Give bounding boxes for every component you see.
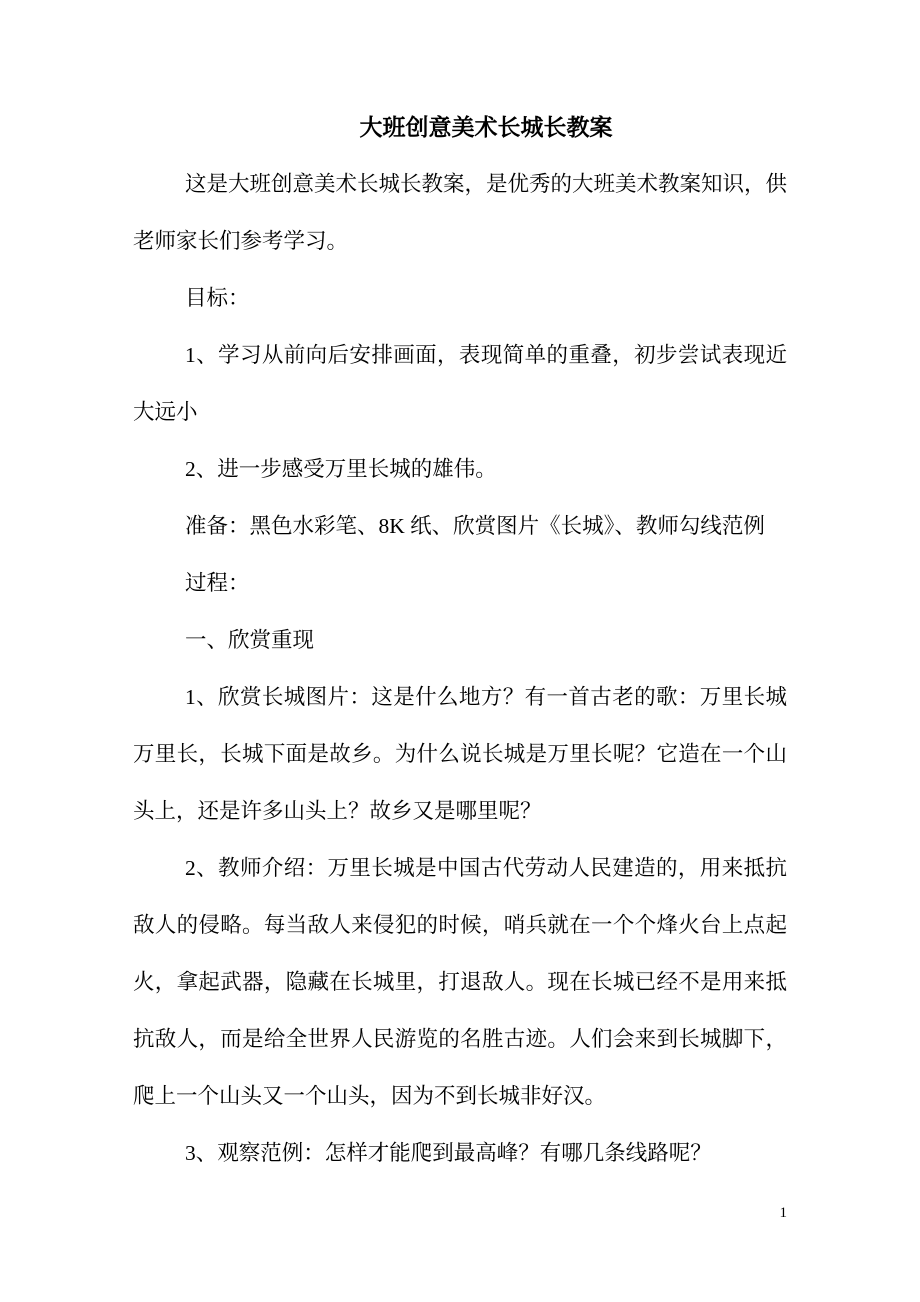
process-label: 过程： [185, 571, 250, 595]
step-2-paragraph: 2、教师介绍：万里长城是中国古代劳动人民建造的，用来抵抗敌人的侵略。每当敌人来侵犯的时候，哨兵就在一个个烽火台上点起火，拿起武器，隐藏在长城里，打退敌人。现在长城已经不是用来抵抗敌人，而是给全世界人民游览的名胜古迹。人们会来到长城脚下，爬上一个山头又一个山头，因为不到长城非好汉。 [133, 856, 787, 1108]
page-number: 1 [779, 1205, 787, 1221]
materials-line: 准备：黑色水彩笔、8K 纸、欣赏图片《长城》、教师勾线范例 [185, 514, 765, 538]
step-3-paragraph: 3、观察范例：怎样才能爬到最高峰？有哪几条线路呢？ [185, 1141, 712, 1165]
goal-item-1: 1、学习从前向后安排画面，表现简单的重叠，初步尝试表现近大远小 [133, 343, 787, 424]
goal-item-2: 2、进一步感受万里长城的雄伟。 [185, 457, 497, 481]
intro-paragraph: 这是大班创意美术长城长教案，是优秀的大班美术教案知识，供老师家长们参考学习。 [133, 172, 788, 253]
section-heading-appreciation: 一、欣赏重现 [185, 628, 315, 652]
document-title: 大班创意美术长城长教案 [359, 115, 613, 140]
document-body [133, 99, 787, 1182]
goals-label: 目标： [185, 286, 250, 310]
step-1-paragraph: 1、欣赏长城图片：这是什么地方？有一首古老的歌：万里长城万里长，长城下面是故乡。为什么说长城是万里长呢？它造在一个山头上，还是许多山头上？故乡又是哪里呢？ [133, 685, 787, 823]
